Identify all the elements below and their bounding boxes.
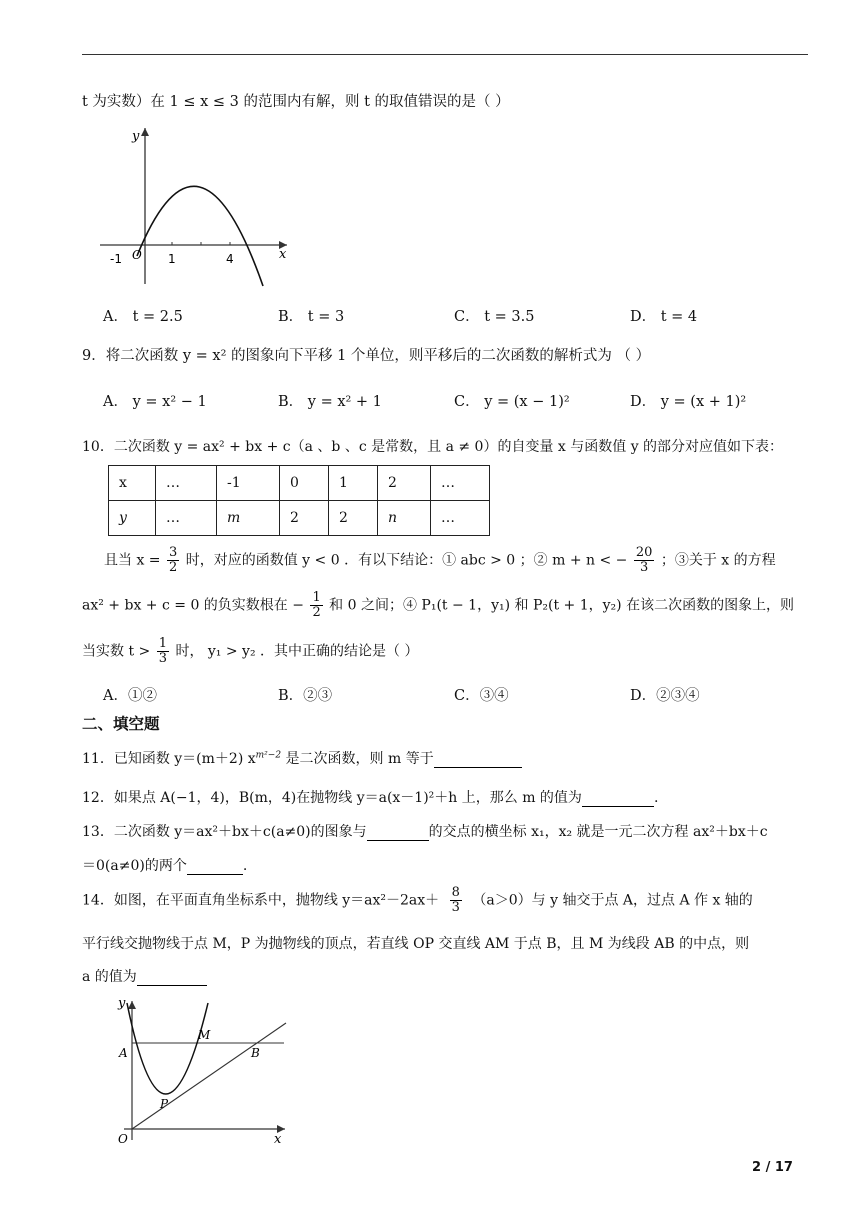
q13-answer-blank-2[interactable] (187, 858, 243, 875)
y-label: y (132, 129, 140, 144)
fraction-num: 1 (312, 590, 321, 605)
q9-option-c[interactable]: C． y = (x − 1)² (454, 394, 570, 410)
q8-option-b[interactable]: B． t = 3 (278, 309, 345, 325)
point-p-label: P (160, 1097, 169, 1111)
page-number: 2 / 17 (752, 1160, 793, 1175)
q13-line1 (82, 821, 768, 841)
table-row-x (109, 466, 490, 501)
tick-label-neg1: -1 (110, 252, 122, 266)
q12-text: 12．如果点 A(−1，4)，B(m，4)在抛物线 y＝a(x－1)²＋h 上，那么 m 的值为 (82, 790, 582, 806)
point-b-label: B (251, 1046, 260, 1060)
q10-line1-text: 且当 x = (104, 552, 161, 569)
q14-answer-blank[interactable] (137, 969, 207, 986)
q11-text: 11．已知函数 y＝(m＋2) x (82, 751, 256, 767)
y-axis-arrow (128, 1001, 136, 1009)
q13-text: ＝0(a≠0)的两个 (82, 858, 187, 874)
fraction-den: 2 (168, 560, 178, 575)
q10-option-d[interactable]: D．②③④ (630, 688, 700, 704)
table-cell: m (217, 501, 280, 536)
fraction (310, 591, 322, 620)
q10-line2 (82, 591, 794, 620)
q10-option-a[interactable]: A．①② (103, 688, 157, 704)
fraction-den: 2 (312, 605, 321, 620)
q14-text: a 的值为 (82, 969, 137, 985)
table-cell: 2 (378, 466, 431, 501)
q12-text: . (653, 790, 659, 806)
table-cell: n (378, 501, 431, 536)
x-label: x (279, 247, 287, 262)
table-cell: … (431, 501, 490, 536)
fraction (167, 546, 179, 575)
fraction (157, 637, 169, 666)
origin-label: O (132, 248, 142, 262)
q10-option-c[interactable]: C．③④ (454, 688, 509, 704)
q11-exponent: m²−2 (255, 750, 282, 761)
header-rule (82, 54, 808, 55)
q9-stem: 9．将二次函数 y = x² 的图象向下平移 1 个单位，则平移后的二次函数的解析式为 （ ） (82, 348, 651, 364)
q10-line1-text: ；③关于 x 的方程 (660, 552, 776, 569)
q14-text: 14．如图，在平面直角坐标系中，抛物线 y＝ax²－2ax＋ (82, 892, 440, 909)
table-cell: … (431, 466, 490, 501)
q11-text: 是二次函数，则 m 等于 (281, 751, 434, 767)
q10-option-b[interactable]: B．②③ (278, 688, 333, 704)
q10-line3-text: 当实数 t > (82, 643, 151, 660)
table-cell: x (109, 466, 156, 501)
table-cell: y (109, 501, 156, 536)
q9-option-d[interactable]: D． y = (x + 1)² (630, 394, 747, 410)
table-row-y (109, 501, 490, 536)
q10-value-table (108, 465, 490, 536)
fraction (634, 546, 655, 575)
q10-stem: 10．二次函数 y = ax² + bx + c（a 、b 、c 是常数，且 a ≠ 0）的自变量 x 与函数值 y 的部分对应值如下表： (82, 439, 784, 455)
fraction-den: 3 (451, 900, 460, 915)
table-cell: … (156, 466, 217, 501)
table-cell: … (156, 501, 217, 536)
q8-stem: t 为实数）在 1 ≤ x ≤ 3 的范围内有解，则 t 的取值错误的是（ ） (82, 94, 510, 110)
q8-graph (95, 118, 295, 288)
fraction-num: 20 (635, 545, 653, 560)
tick-label-1: 1 (168, 252, 176, 266)
table-cell: 0 (280, 466, 329, 501)
q13-text: 13．二次函数 y＝ax²＋bx＋c(a≠0)的图象与 (82, 824, 367, 840)
section-title-fill-in: 二、填空题 (82, 715, 160, 733)
fraction-den: 3 (158, 651, 167, 666)
table-cell: -1 (217, 466, 280, 501)
origin-label: O (118, 1132, 128, 1145)
q8-option-a[interactable]: A． t = 2.5 (103, 309, 183, 325)
parabola-curve (137, 186, 263, 286)
tick-label-4: 4 (226, 252, 234, 266)
q12 (82, 787, 658, 807)
q14-text: （a＞0）与 y 轴交于点 A，过点 A 作 x 轴的 (472, 892, 753, 909)
parabola-curve (127, 1003, 208, 1094)
point-a-label: A (119, 1046, 128, 1060)
q10-line2-text: 和 0 之间；④ P₁(t − 1，y₁) 和 P₂(t + 1，y₂) 在该二次函数的图象上，则 (329, 597, 795, 614)
q10-line3-text: 时， y₁ > y₂ ．其中正确的结论是（ ） (175, 643, 419, 660)
y-label: y (118, 996, 126, 1011)
fraction-den: 3 (639, 560, 649, 575)
point-m-label: M (198, 1028, 211, 1042)
q9-option-a[interactable]: A． y = x² − 1 (103, 394, 207, 410)
q14-line3 (82, 966, 207, 986)
x-label: x (274, 1132, 282, 1145)
fraction (450, 886, 462, 915)
q14-graph (110, 995, 295, 1145)
q13-text: . (242, 858, 248, 874)
q14-line1 (82, 886, 753, 915)
table-cell: 2 (280, 501, 329, 536)
q10-line1-text: 时，对应的函数值 y < 0 ．有以下结论：① abc > 0 ；② m + n < − (185, 552, 628, 569)
q13-text: 的交点的横坐标 x₁，x₂ 就是一元二次方程 ax²＋bx＋c (428, 824, 768, 840)
q10-line2-text: ax² + bx + c = 0 的负实数根在 − (82, 597, 304, 614)
q8-option-c[interactable]: C． t = 3.5 (454, 309, 535, 325)
q10-line1 (104, 546, 776, 575)
table-cell: 1 (329, 466, 378, 501)
q13-line2 (82, 855, 247, 875)
table-cell: 2 (329, 501, 378, 536)
q14-line2: 平行线交抛物线于点 M，P 为抛物线的顶点，若直线 OP 交直线 AM 于点 B，且 M 为线段 AB 的中点，则 (82, 936, 750, 952)
fraction-num: 1 (158, 636, 167, 651)
q11-answer-blank[interactable] (434, 751, 522, 768)
q12-answer-blank[interactable] (582, 790, 654, 807)
q13-answer-blank-1[interactable] (367, 824, 429, 841)
q11 (82, 748, 522, 768)
fraction-num: 3 (168, 545, 178, 560)
q9-option-b[interactable]: B． y = x² + 1 (278, 394, 382, 410)
fraction-num: 8 (451, 885, 460, 900)
q8-option-d[interactable]: D． t = 4 (630, 309, 698, 325)
y-axis-arrow (141, 128, 149, 136)
q10-line3 (82, 637, 418, 666)
